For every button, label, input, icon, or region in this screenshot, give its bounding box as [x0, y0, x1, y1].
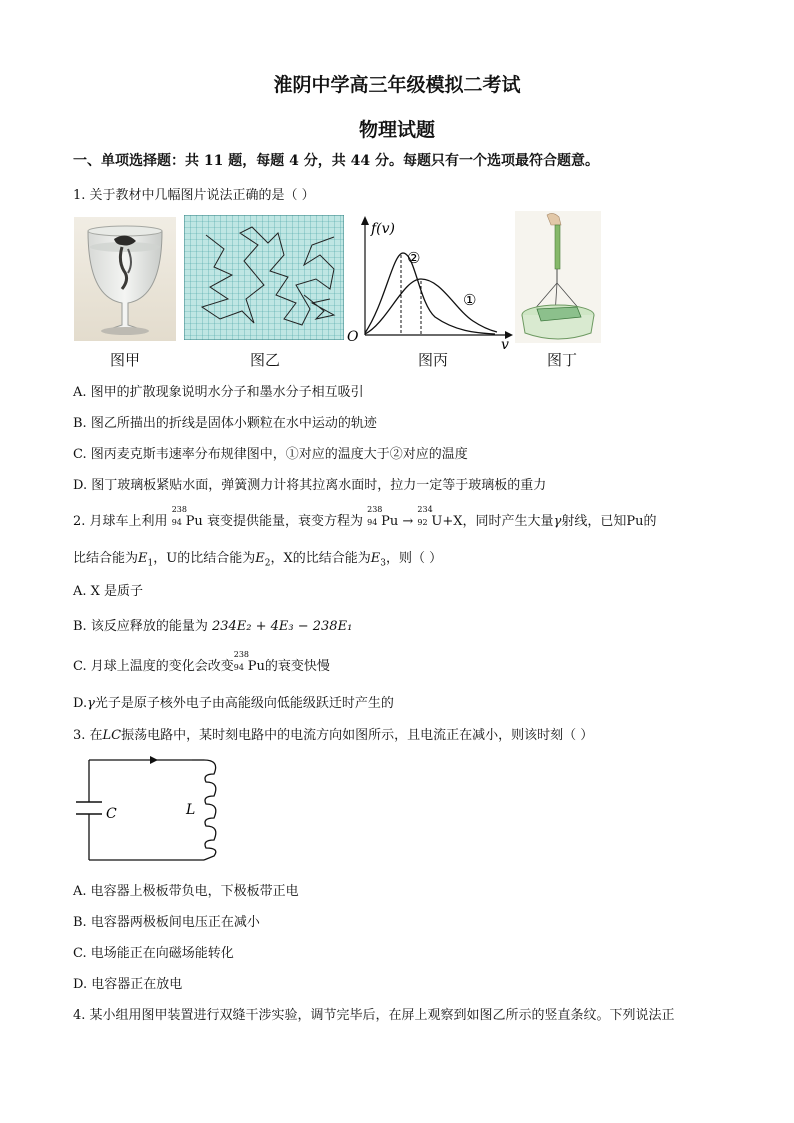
q1-option-c[interactable]: C. 图丙麦克斯韦速率分布规律图中，①对应的温度大于②对应的温度	[73, 447, 468, 462]
u-nuclide: 234 92 U	[417, 505, 443, 529]
capacitor-label: C	[106, 806, 117, 822]
inductor-coil	[204, 760, 216, 860]
question-3-stem: 3. 在LC振荡电路中，某时刻电路中的电流方向如图所示，且电流正在减小，则该时刻（ ）	[73, 728, 594, 743]
pu-nuclide: 238 94 Pu	[171, 505, 203, 529]
question-2-line2: 比结合能为$E_1$，U的比结合能为$E_2$，X的比结合能为$E_3$，则（ ）	[73, 551, 443, 569]
q3-option-c[interactable]: C. 电场能正在向磁场能转化	[73, 946, 234, 961]
figure-bing-maxwell-graph	[345, 213, 515, 351]
current-arrow-icon	[150, 756, 158, 764]
q1-option-a[interactable]: A. 图甲的扩散现象说明水分子和墨水分子相互吸引	[73, 385, 364, 400]
figure-jia-caption: 图甲	[109, 351, 140, 369]
figure-ding-caption: 图丁	[546, 351, 577, 369]
section-heading: 一、单项选择题：共 11 题，每题 4 分，共 44 分。每题只有一个选项最符合题意。	[73, 153, 599, 169]
graph-ylabel: f(v)	[371, 221, 396, 237]
figure-jia-image	[74, 217, 176, 341]
figure-yi-caption: 图乙	[249, 351, 280, 369]
curve-2-label: ②	[407, 249, 421, 267]
page-subtitle: 物理试题	[358, 119, 435, 141]
question-2-line1: 2. 月球车上利用 238 94 Pu 衰变提供能量，衰变方程为 238 94 Pu → 234 92 U+X，同时产生大量γ射线，已知Pu的	[73, 505, 657, 529]
curve-1	[365, 279, 497, 334]
q2-option-b[interactable]: B. 该反应释放的能量为 234E₂ + 4E₃ − 238E₁	[73, 619, 353, 634]
figure-bing-caption: 图丙	[417, 351, 448, 369]
question-1-stem: 1. 关于教材中几幅图片说法正确的是（ ）	[73, 188, 315, 203]
q2-option-c[interactable]: C. 月球上温度的变化会改变 238 94 Pu的衰变快慢	[73, 650, 330, 674]
graph-origin: O	[347, 329, 359, 345]
q3-option-a[interactable]: A. 电容器上极板带负电，下极板带正电	[73, 884, 299, 899]
graph-xlabel: v	[501, 337, 509, 351]
figure-yi-brownian-grid	[184, 215, 344, 340]
q1-option-b[interactable]: B. 图乙所描出的折线是固体小颗粒在水中运动的轨迹	[73, 416, 377, 431]
q1-option-d[interactable]: D. 图丁玻璃板紧贴水面，弹簧测力计将其拉离水面时，拉力一定等于玻璃板的重力	[73, 478, 547, 493]
q3-option-d[interactable]: D. 电容器正在放电	[73, 977, 183, 992]
q2-option-d[interactable]: D.γ光子是原子核外电子由高能级向低能级跃迁时产生的	[73, 696, 394, 711]
lc-circuit-diagram	[72, 752, 222, 868]
q2-option-a[interactable]: A. X 是质子	[73, 584, 144, 599]
pu-nuclide-eq: 238 94 Pu	[367, 505, 399, 529]
page-title: 淮阴中学高三年级模拟二考试	[273, 74, 521, 96]
question-4-stem: 4. 某小组用图甲装置进行双缝干涉实验，调节完毕后，在屏上观察到如图乙所示的竖直条纹。下列说法正	[73, 1008, 675, 1023]
q3-option-b[interactable]: B. 电容器两极板间电压正在减小	[73, 915, 260, 930]
curve-1-label: ①	[463, 291, 477, 309]
figure-ding-image	[515, 211, 601, 343]
inductor-label: L	[186, 802, 196, 818]
